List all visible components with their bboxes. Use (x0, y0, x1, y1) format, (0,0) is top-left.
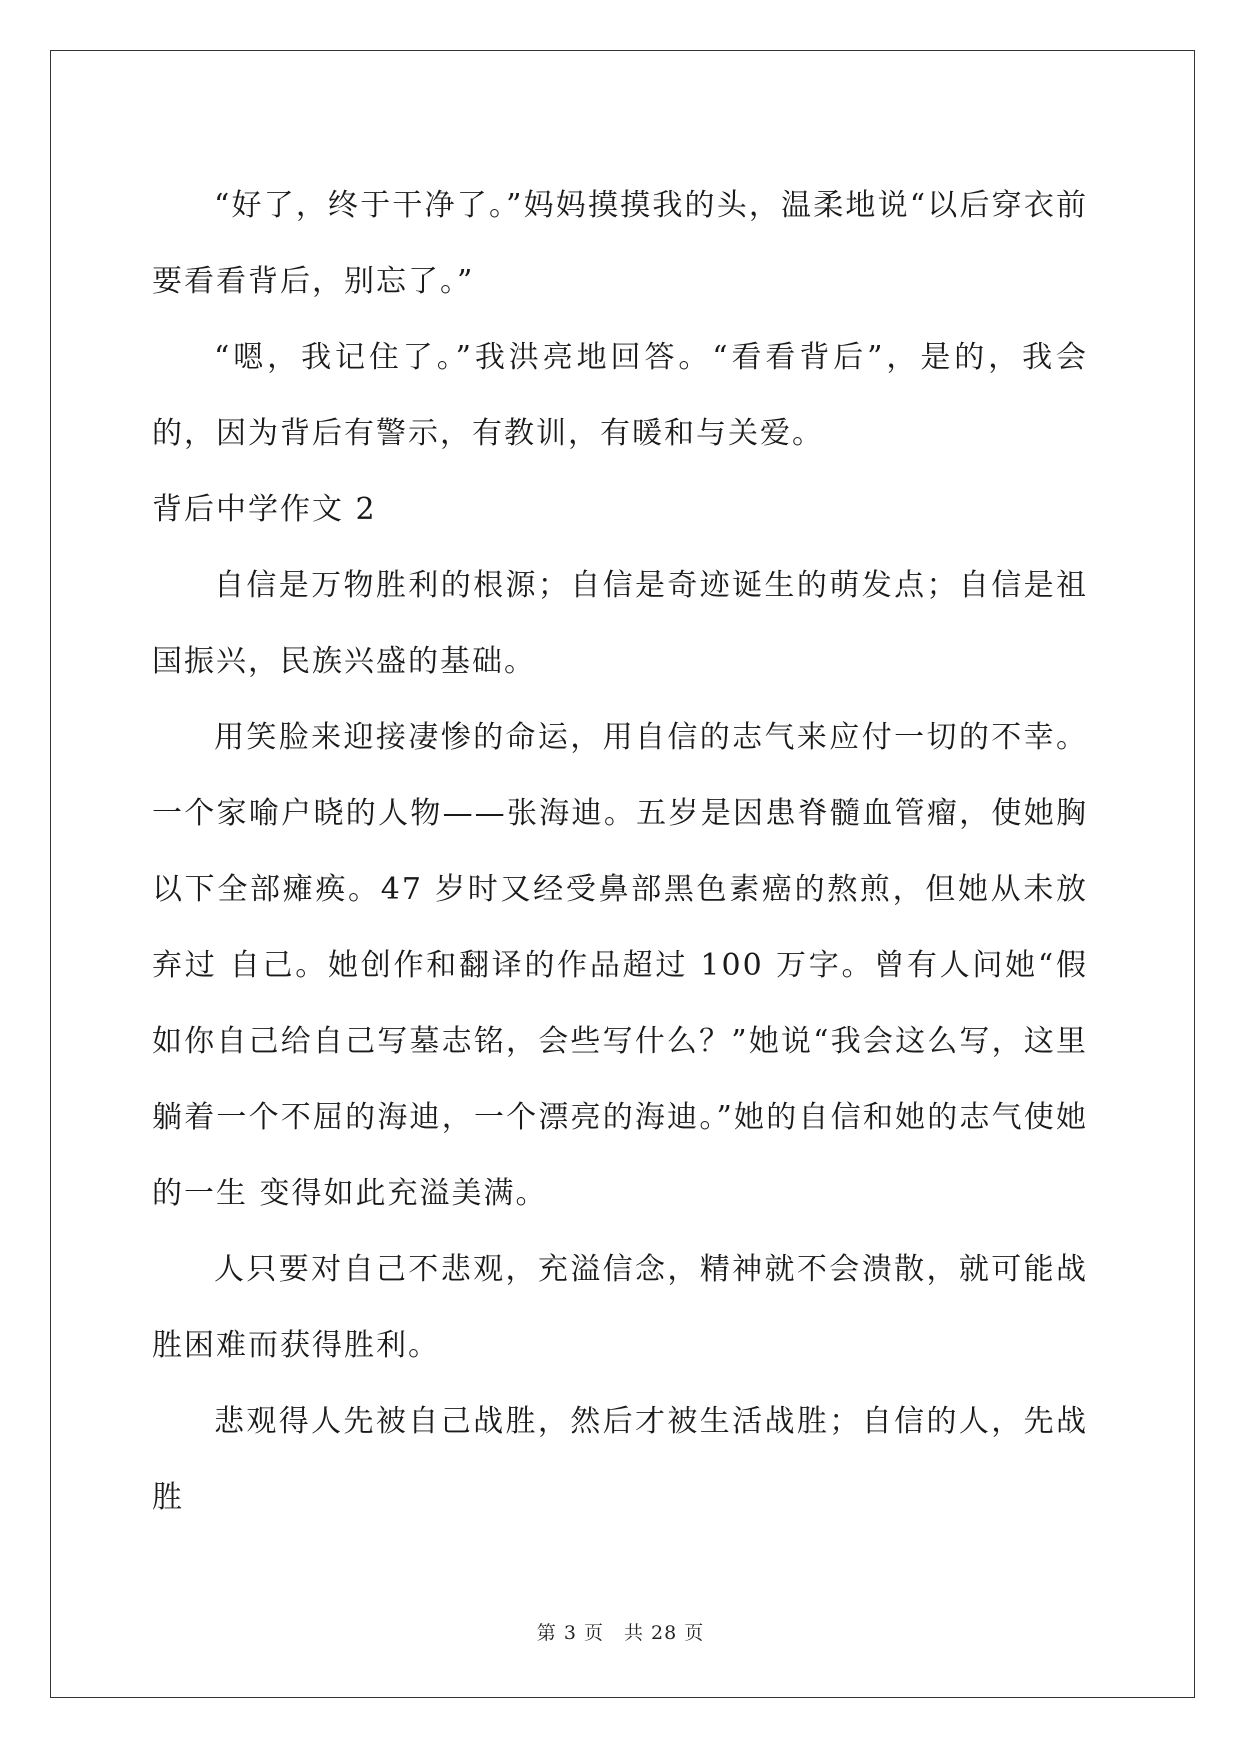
paragraph: 人只要对自己不悲观，充溢信念，精神就不会溃散，就可能战胜困难而获得胜利。 (152, 1252, 1088, 1363)
paragraph: “嗯，我记住了。”我洪亮地回答。“看看背后”，是的，我会的，因为背后有警示，有教训，有暖和与关爱。 (152, 340, 1088, 451)
paragraph: 悲观得人先被自己战胜，然后才被生活战胜；自信的人，先战胜 (152, 1404, 1088, 1515)
page-total: 共 28 页 (623, 1622, 705, 1644)
paragraph: “好了，终于干净了。”妈妈摸摸我的头，温柔地说“以后穿衣前要看看背后，别忘了。” (152, 188, 1088, 299)
paragraph: 自信是万物胜利的根源；自信是奇迹诞生的萌发点；自信是祖国振兴，民族兴盛的基础。 (152, 568, 1088, 679)
paragraph: 用笑脸来迎接凄惨的命运，用自信的志气来应付一切的不幸。一个家喻户晓的人物——张海迪。五岁是因患脊髓血管瘤，使她胸以下全部瘫痪。47 岁时又经受鼻部黑色素癌的熬煎，但她从未放弃过 自己。她创作和翻译的作品超过 100 万字。曾有人问她“假如你自己给自己写墓志铭，会些写什么？”她说“我会这么写，这里躺着一个不屈的海迪，一个漂亮的海迪。”她的自信和她的志气使她的一生 变得如此充溢美满。 (152, 720, 1088, 1211)
document-body (152, 168, 1088, 1536)
page-footer (0, 1618, 1241, 1645)
section-heading: 背后中学作文 2 (152, 492, 377, 527)
page-number: 第 3 页 (536, 1622, 604, 1644)
